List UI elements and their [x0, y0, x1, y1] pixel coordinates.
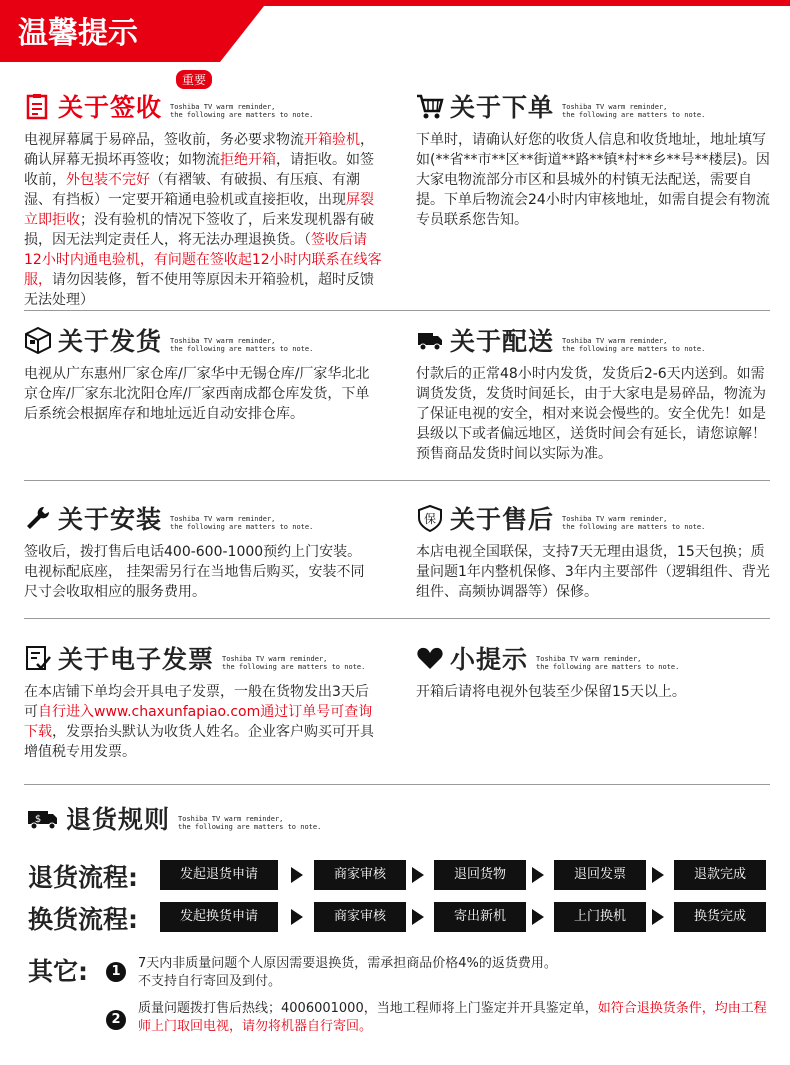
section-body: 下单时，请确认好您的收货人信息和收货地址，地址填写如(**省**市**区**街道**路**镇*村**乡**号**楼层)。因大家电物流部分市区和县城外的村镇无法配送，需要自提。下单后物流会24小时内审核地址，如需自提会有物流专员联系您告知。 [416, 132, 770, 228]
exchange-step-3: 寄出新机 [434, 902, 526, 932]
return-step-3: 退回货物 [434, 860, 526, 890]
svg-text:$: $ [34, 814, 42, 825]
exchange-step-1: 发起换货申请 [160, 902, 278, 932]
return-step-5: 退款完成 [674, 860, 766, 890]
number-badge: 2 [106, 1010, 126, 1030]
section-body: 签收后，拨打售后电话400-600-1000预约上门安装。电视标配底座， 挂架需另行在当地售后购买，安装不同尺寸会收取相应的服务费用。 [24, 544, 365, 600]
invoice-check-icon [24, 644, 52, 672]
arrow-right-icon [532, 867, 544, 883]
section-title: 关于配送 [450, 327, 555, 356]
wrench-icon [24, 504, 52, 532]
section-subtitle: Toshiba TV warm reminder, the following are matters to note. [536, 655, 680, 671]
arrow-right-icon [412, 867, 424, 883]
section-subtitle: Toshiba TV warm reminder, the following are matters to note. [170, 515, 314, 531]
section-body: 电视屏幕属于易碎品，签收前，务必要求物流开箱验机，确认屏幕无损坏再签收；如物流拒绝开箱，请拒收。如签收前，外包装不完好（有褶皱、有破损、有压痕、有潮湿、有挡板）一定要开箱通电验机或直接拒收，出现屏裂立即拒收；没有验机的情况下签收了，后来发现机器有破损，因无法判定责任人，将无法办理退换货。（签收后请12小时内通电验机，有问题在签收起12小时内联系在线客服，请勿因装修，暂不使用等原因未开箱验机，超时反馈无法处理） [24, 132, 382, 308]
exchange-step-4: 上门换机 [554, 902, 646, 932]
arrow-right-icon [291, 909, 303, 925]
number-badge: 1 [106, 962, 126, 982]
section-subtitle: Toshiba TV warm reminder, the following are matters to note. [562, 515, 706, 531]
package-box-icon [24, 326, 52, 354]
arrow-right-icon [291, 867, 303, 883]
section-title: 关于下单 [450, 93, 555, 122]
return-step-2: 商家审核 [314, 860, 406, 890]
section-subtitle: Toshiba TV warm reminder, the following are matters to note. [562, 103, 706, 119]
section-title: 关于签收 [58, 93, 163, 122]
arrow-right-icon [652, 867, 664, 883]
cash-truck-icon [24, 804, 60, 832]
shopping-cart-icon [416, 92, 444, 120]
section-subtitle: Toshiba TV warm reminder, the following are matters to note. [170, 337, 314, 353]
section-subtitle: Toshiba TV warm reminder, the following are matters to note. [222, 655, 366, 671]
return-step-4: 退回发票 [554, 860, 646, 890]
other-note-1: 7天内非质量问题个人原因需要退换货，需承担商品价格4%的返货费用。 不支持自行寄回及到付。 [138, 956, 557, 989]
section-title: 退货规则 [66, 805, 171, 834]
banner-title: 温馨提示 [0, 6, 220, 62]
delivery-truck-icon [416, 326, 444, 354]
divider [24, 310, 770, 311]
section-body: 开箱后请将电视外包装至少保留15天以上。 [416, 684, 686, 700]
section-subtitle: Toshiba TV warm reminder, the following are matters to note. [562, 337, 706, 353]
exchange-step-2: 商家审核 [314, 902, 406, 932]
section-title: 关于发货 [58, 327, 163, 356]
arrow-right-icon [412, 909, 424, 925]
section-body: 付款后的正常48小时内发货，发货后2-6天内送到。如需调货发货，发货时间延长，由于大家电是易碎品，物流为了保证电视的安全，相对来说会慢些的。安全优先！如是县级以下或者偏远地区，送货时间会有延长，请您谅解！预售商品发货时间以实际为准。 [416, 366, 766, 462]
divider [24, 618, 770, 619]
section-subtitle: Toshiba TV warm reminder, the following are matters to note. [170, 103, 314, 119]
other-label: 其它: [28, 957, 88, 986]
other-note-2: 质量问题拨打售后热线；4006001000，当地工程师将上门鉴定并开具鉴定单，如符合退换货条件，均由工程师上门取回电视，请勿将机器自行寄回。 [138, 1001, 767, 1034]
section-subtitle: Toshiba TV warm reminder, the following are matters to note. [178, 815, 322, 831]
shield-icon [416, 504, 444, 532]
arrow-right-icon [532, 909, 544, 925]
exchange-step-5: 换货完成 [674, 902, 766, 932]
divider [24, 784, 770, 785]
return-step-1: 发起退货申请 [160, 860, 278, 890]
important-badge: 重要 [176, 70, 212, 89]
return-flow-label: 退货流程: [28, 863, 138, 892]
arrow-right-icon [652, 909, 664, 925]
heart-icon [416, 644, 444, 672]
divider [24, 480, 770, 481]
section-body: 本店电视全国联保，支持7天无理由退货，15天包换；质量问题1年内整机保修、3年内主要部件（逻辑组件、背光组件、高频协调器等）保修。 [416, 544, 770, 600]
section-title: 小提示 [450, 645, 529, 674]
clipboard-icon [24, 92, 52, 120]
section-title: 关于电子发票 [58, 645, 215, 674]
section-body: 在本店铺下单均会开具电子发票，一般在货物发出3天后可自行进入www.chaxunfapiao.com通过订单号可查询下载，发票抬头默认为收货人姓名。企业客户购买可开具增值税专用发票。 [24, 684, 374, 760]
section-body: 电视从广东惠州厂家仓库/厂家华中无锡仓库/厂家华北北京仓库/厂家东北沈阳仓库/厂家西南成都仓库发货，下单后系统会根据库存和地址远近自动安排仓库。 [24, 366, 370, 422]
svg-text:保: 保 [423, 512, 437, 526]
section-title: 关于安装 [58, 505, 163, 534]
exchange-flow-label: 换货流程: [28, 905, 138, 934]
section-title: 关于售后 [450, 505, 555, 534]
